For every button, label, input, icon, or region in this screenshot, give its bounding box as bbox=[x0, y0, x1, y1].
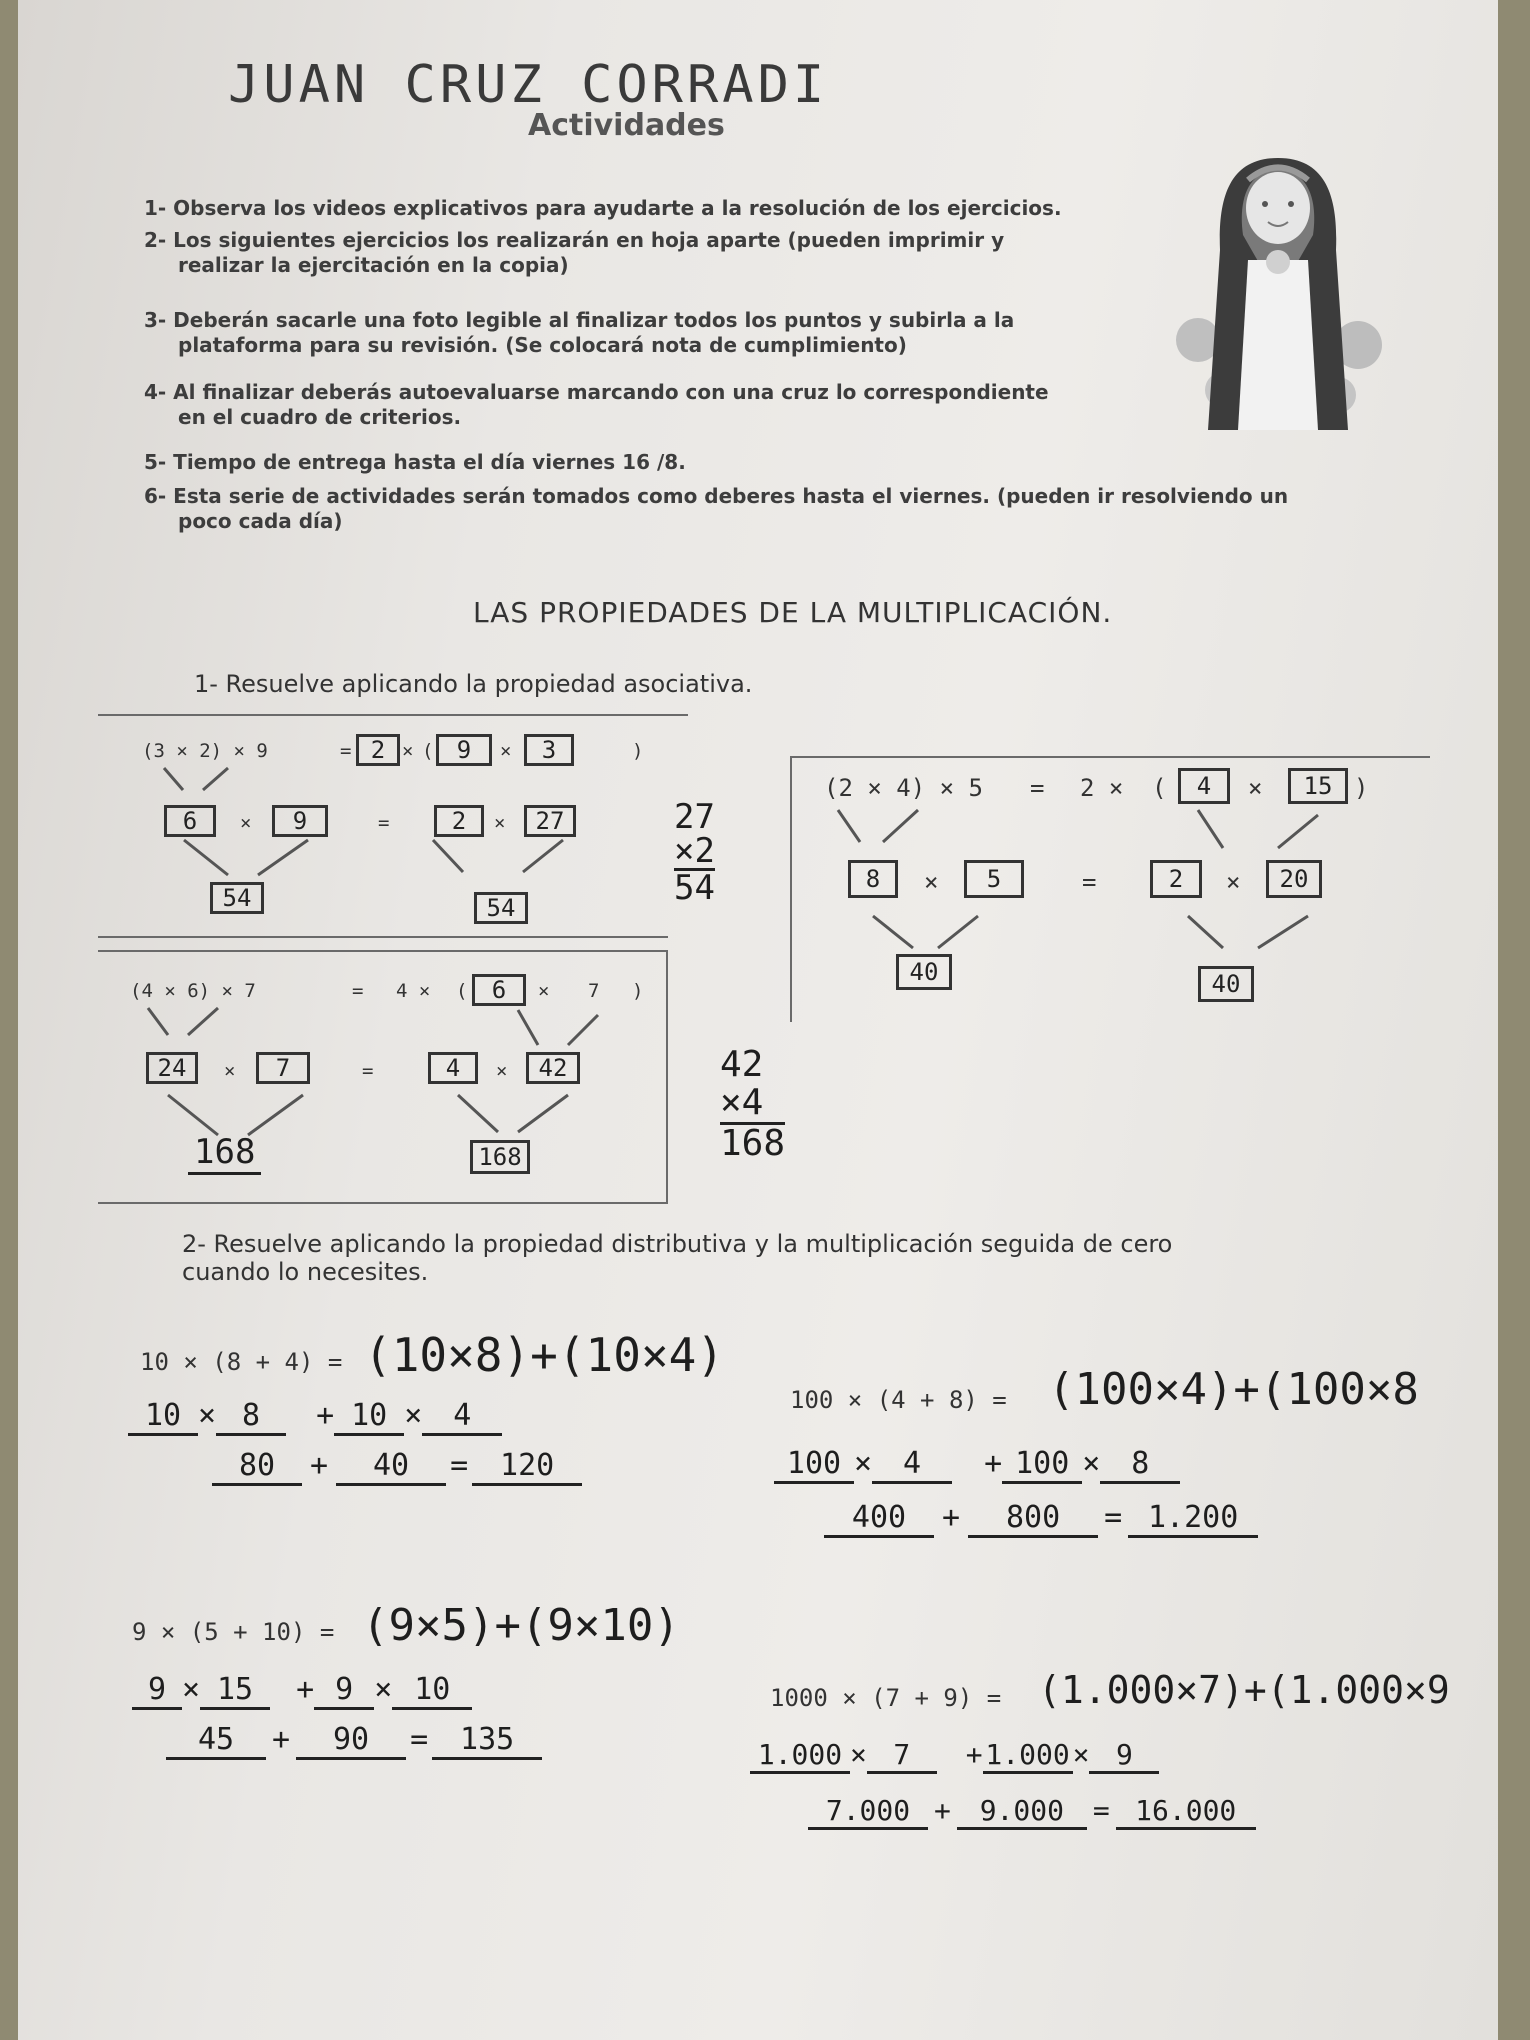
ex1c-box-a[interactable]: 6 bbox=[472, 974, 526, 1006]
ex1b-result-right[interactable]: 40 bbox=[1198, 966, 1254, 1002]
frame-top-c bbox=[98, 950, 666, 952]
ex1a-box-b[interactable]: 9 bbox=[436, 734, 492, 766]
ex2-p2-expression: 100 × (4 + 8) = bbox=[790, 1386, 1007, 1414]
ex2-p2-handwritten: (100×4)+(100×8 bbox=[1048, 1364, 1419, 1415]
ex1b-row2-box3[interactable]: 2 bbox=[1150, 860, 1202, 898]
ex2-p2-row2: 400 + 800 = 1.200 bbox=[824, 1500, 1258, 1538]
saint-illustration bbox=[1168, 140, 1388, 435]
ex2-p3-expression: 9 × (5 + 10) = bbox=[132, 1618, 335, 1646]
ex1b-result-left[interactable]: 40 bbox=[896, 954, 952, 990]
ex1a-row2-box3[interactable]: 2 bbox=[434, 805, 484, 837]
frame-top-b bbox=[790, 756, 1430, 758]
ex1c-row2-box4[interactable]: 42 bbox=[526, 1052, 580, 1084]
ex1a-row2-box4[interactable]: 27 bbox=[524, 805, 576, 837]
ex1c-result-left[interactable]: 168 bbox=[188, 1132, 261, 1175]
frame-bottom-c bbox=[98, 1202, 668, 1204]
worksheet-page: JUAN CRUZ CORRADI Actividades 1- Observa los videos explicativos para ayudarte a la resolución de los ejercicios. 2- Los siguientes ejercicios los realizarán en hoja aparte (pueden imprimir y realizar la ejercitación en la copia) 3- Deberán sacarle una foto legible al finalizar todos los puntos y subirla a la plataforma para su revisión. (Se colocará nota de cumplimiento) 4- Al finalizar deberás autoevaluarse marcando con una cruz lo correspondiente en el cuadro de criterios. 5- Tiempo de entrega hasta el día viernes 16 /8. 6- Esta serie de actividades serán tomados como deberes hasta el viernes. (pueden ir resolviendo un poco cada día) LAS PROPIEDADES DE LA MULTIPLICACIÓN. 1- Resuelve aplicando la propiedad asociativa. (3 × 2) × 9 = 2 × ( 9 × 3 ) 6 × 9 = 2 × 27 54 54 27 ×2 54 (2 × 4) × 5 = 2 × ( 4 × 15 ) 8 × 5 = 2 × 20 40 40 (4 × 6) × 7 = 4 × ( 6 × 7 ) 24 × 7 = 4 × 42 168 168 42 ×4 168 2- Resuelve aplicando la propiedad distributiva y la multiplicación seguida de cero cuando lo necesites. 10 × (8 + 4) = (10×8)+(10×4) 10 × 8 + 10 × 4 80 + 40 = 120 100 × (4 + 8) = (100×4)+(100×8 100 × 4 + 100 × 8 400 + 800 = 1.200 9 × (5 + 10) = (9×5)+(9×10) 9 × 15 + 9 × 10 45 + 90 = 135 1000 × (7 + 9) = (1.000×7)+(1.000×9 1.000 × 7 + 1.000 × 9 7.000 + 9.000 = 16.000 bbox=[18, 0, 1498, 2040]
ex2-p4-expression: 1000 × (7 + 9) = bbox=[770, 1684, 1002, 1712]
student-name: JUAN CRUZ CORRADI bbox=[228, 55, 829, 115]
page-title: Actividades bbox=[528, 108, 725, 143]
ex1c-expression: (4 × 6) × 7 bbox=[130, 980, 256, 1002]
ex1a-box-c[interactable]: 3 bbox=[524, 734, 574, 766]
ex1a-side-calc: 27 ×2 54 bbox=[674, 797, 715, 908]
ex1b-box-b[interactable]: 15 bbox=[1288, 768, 1348, 804]
ex2-p3-row1: 9 × 15 + 9 × 10 bbox=[132, 1672, 472, 1710]
ex1c-row2-box2[interactable]: 7 bbox=[256, 1052, 310, 1084]
ex1a-box-a[interactable]: 2 bbox=[356, 734, 400, 766]
ex2-p2-row1: 100 × 4 + 100 × 8 bbox=[774, 1446, 1180, 1484]
ex1b-expression: (2 × 4) × 5 bbox=[824, 774, 983, 802]
ex1c-row2-box1[interactable]: 24 bbox=[146, 1052, 198, 1084]
section-title: LAS PROPIEDADES DE LA MULTIPLICACIÓN. bbox=[473, 596, 1113, 629]
ex1c-side-calc: 42 ×4 168 bbox=[720, 1044, 786, 1164]
frame-top-a bbox=[98, 714, 688, 716]
ex1c-row2-box3[interactable]: 4 bbox=[428, 1052, 478, 1084]
ex2-p4-row2: 7.000 + 9.000 = 16.000 bbox=[808, 1794, 1256, 1830]
ex2-p4-handwritten: (1.000×7)+(1.000×9 bbox=[1038, 1668, 1450, 1712]
ex1b-box-a[interactable]: 4 bbox=[1178, 768, 1230, 804]
frame-bottom-a bbox=[98, 936, 668, 938]
frame-left-b bbox=[790, 756, 792, 1022]
ex2-p4-row1: 1.000 × 7 + 1.000 × 9 bbox=[750, 1738, 1159, 1774]
ex1b-row2-box2[interactable]: 5 bbox=[964, 860, 1024, 898]
ex1b-row2-box4[interactable]: 20 bbox=[1266, 860, 1322, 898]
instruction-4: 4- Al finalizar deberás autoevaluarse marcando con una cruz lo correspondiente en el cuadro de criterios. bbox=[144, 380, 1049, 429]
ex1a-result-left[interactable]: 54 bbox=[210, 882, 264, 914]
instruction-3: 3- Deberán sacarle una foto legible al finalizar todos los puntos y subirla a la plataforma para su revisión. (Se colocará nota de cumplimiento) bbox=[144, 308, 1015, 357]
exercise2-title: 2- Resuelve aplicando la propiedad distributiva y la multiplicación seguida de cero cuando lo necesites. bbox=[182, 1230, 1173, 1286]
ex1b-row2-box1[interactable]: 8 bbox=[848, 860, 898, 898]
ex2-p3-row2: 45 + 90 = 135 bbox=[166, 1722, 542, 1760]
ex1c-result-right[interactable]: 168 bbox=[470, 1140, 530, 1174]
ex2-p1-row1: 10 × 8 + 10 × 4 bbox=[128, 1398, 502, 1436]
ex2-p1-expression: 10 × (8 + 4) = bbox=[140, 1348, 343, 1376]
ex1a-result-right[interactable]: 54 bbox=[474, 892, 528, 924]
ex1c-arrows bbox=[18, 0, 19, 1]
instruction-2: 2- Los siguientes ejercicios los realizarán en hoja aparte (pueden imprimir y realizar la ejercitación en la copia) bbox=[144, 228, 1005, 277]
ex1a-row2-box2[interactable]: 9 bbox=[272, 805, 328, 837]
ex1a-expression: (3 × 2) × 9 bbox=[142, 740, 268, 762]
exercise1-title: 1- Resuelve aplicando la propiedad asociativa. bbox=[194, 670, 753, 698]
frame-right-c bbox=[666, 950, 668, 1204]
ex2-p3-handwritten: (9×5)+(9×10) bbox=[362, 1600, 680, 1651]
ex1a-row2-box1[interactable]: 6 bbox=[164, 805, 216, 837]
instruction-1: 1- Observa los videos explicativos para ayudarte a la resolución de los ejercicios. bbox=[144, 196, 1062, 220]
ex2-p1-row2: 80 + 40 = 120 bbox=[212, 1448, 582, 1486]
ex2-p1-handwritten: (10×8)+(10×4) bbox=[364, 1328, 725, 1382]
instruction-5: 5- Tiempo de entrega hasta el día viernes 16 /8. bbox=[144, 450, 686, 474]
instruction-6: 6- Esta serie de actividades serán tomados como deberes hasta el viernes. (pueden ir resolviendo un poco cada día) bbox=[144, 484, 1289, 533]
